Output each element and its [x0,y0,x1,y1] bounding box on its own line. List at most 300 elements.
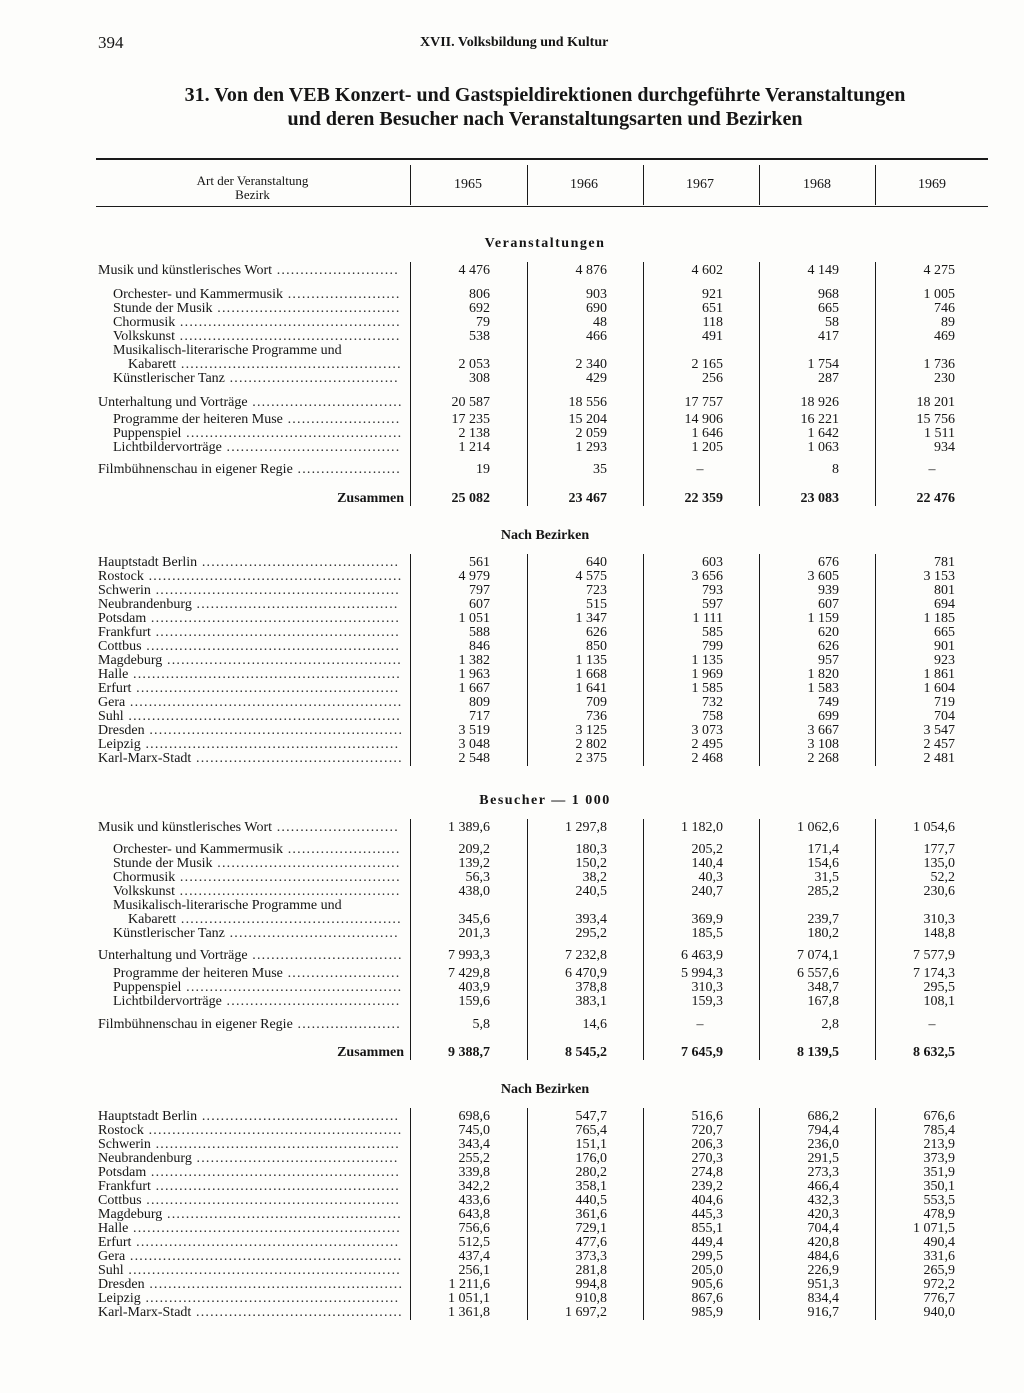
table-cell: 22 476 [916,491,955,506]
table-cell: 404,6 [691,1193,723,1208]
table-title-line-2: und deren Besucher nach Veranstaltungsarten und Bezirken [287,108,803,130]
row-label-text: Potsdam [98,1165,147,1180]
table-cell: 793 [702,583,723,598]
leader-dots: .......................... [272,820,399,835]
row-label-text: Volkskunst [113,329,175,344]
table-cell: 342,2 [458,1179,490,1194]
table-cell: 643,8 [458,1207,490,1222]
leader-dots: ...................................................... [140,1291,400,1306]
table-cell: 139,2 [458,856,490,871]
table-cell: 3 073 [691,723,723,738]
header-column-separator [759,165,760,205]
table-cell: 350,1 [923,1179,955,1194]
table-cell: 512,5 [458,1235,490,1250]
table-cell: 651 [702,301,723,316]
table-cell: 2 468 [691,751,723,766]
leader-dots: .......................................................... [123,1263,401,1278]
table-cell: 1 182,0 [681,820,723,835]
leader-dots: ........................ [282,412,401,427]
table-cell: 369,9 [691,912,723,927]
row-label-text: Cottbus [98,639,142,654]
table-cell: 846 [469,639,490,654]
table-cell: 994,8 [575,1277,607,1292]
table-cell: 934 [934,440,955,455]
row-label [113,427,402,441]
row-label [113,885,401,899]
table-cell: 547,7 [575,1109,607,1124]
table-cell: 1 511 [924,426,955,441]
table-cell: 756,6 [458,1221,490,1236]
table-cell: 717 [469,709,490,724]
row-label-text: Erfurt [98,1235,132,1250]
row-label-text: Frankfurt [98,1179,151,1194]
table-cell: 1 585 [691,681,723,696]
table-cell: 4 476 [458,263,490,278]
row-label-text: Filmbühnenschau in eigener Regie [98,1017,293,1032]
table-cell: 3 656 [691,569,723,584]
table-cell: 287 [818,371,839,386]
row-label [98,584,400,598]
leader-dots: ....................................... [212,856,401,871]
leader-dots: ............................................ [191,1305,403,1320]
row-label [98,1264,401,1278]
row-label-text: Schwerin [98,583,151,598]
leader-dots: ............................................... [174,884,401,899]
table-cell: 901 [934,639,955,654]
leader-dots: .............................................. [181,980,403,995]
table-cell: 607 [818,597,839,612]
table-cell: 2 375 [575,751,607,766]
table-cell: 916,7 [807,1305,839,1320]
leader-dots: .................................................... [150,1137,400,1152]
leader-dots: ........................ [283,842,401,857]
table-cell: 561 [469,555,490,570]
table-cell: 785,4 [923,1123,955,1138]
row-label-text: Lichtbildervorträge [113,994,222,1009]
table-cell: 5 994,3 [681,966,723,981]
table-cell: 626 [586,625,607,640]
row-label [113,413,400,427]
leader-dots: ...................................................... [143,569,403,584]
table-cell: 491 [702,329,723,344]
row-label-text: Hauptstadt Berlin [98,1109,198,1124]
table-cell: 213,9 [923,1137,955,1152]
table-cell: 56,3 [465,870,490,885]
table-cell: 1 135 [691,653,723,668]
stub-header-line-1: Art der Veranstaltung [196,173,309,188]
table-cell: 236,0 [807,1137,839,1152]
table-cell: 469 [934,329,955,344]
section-heading: Veranstaltungen [484,236,606,251]
row-label [113,330,401,344]
table-cell: 749 [818,695,839,710]
year-header-1: 1966 [570,177,598,192]
header-column-separator [527,165,528,205]
table-cell: 3 519 [458,723,490,738]
table-cell: 1 293 [575,440,607,455]
table-cell: 226,9 [807,1263,839,1278]
leader-dots: ........................................................ [131,1235,400,1250]
table-cell: 429 [586,371,607,386]
table-cell: 799 [702,639,723,654]
row-label [98,752,403,766]
table-cell: 709 [586,695,607,710]
row-label [98,1194,400,1208]
table-cell: 1 861 [923,667,955,682]
table-cell: 273,3 [807,1165,839,1180]
table-cell: 1 583 [807,681,839,696]
table-cell: 746 [934,301,955,316]
table-cell: 951,3 [807,1277,839,1292]
table-cell: 256,1 [458,1263,490,1278]
row-label-text: Stunde der Musik [113,856,213,871]
table-cell: 2 340 [575,357,607,372]
row-label [98,1110,399,1124]
table-cell: 745,0 [458,1123,490,1138]
row-label-text: Halle [98,667,129,682]
table-cell: 177,7 [923,842,955,857]
table-cell: 903 [586,287,607,302]
table-cell: 339,8 [458,1165,490,1180]
table-cell: 361,6 [575,1207,607,1222]
table-cell: 620 [818,625,839,640]
leader-dots: ............................................... [176,357,402,372]
table-cell: 6 557,6 [797,966,839,981]
table-cell: 698,6 [458,1109,490,1124]
table-cell: 603 [702,555,723,570]
table-cell: 1 361,8 [448,1305,490,1320]
table-cell: 310,3 [923,912,955,927]
table-cell: 8 632,5 [913,1045,955,1060]
row-label [98,949,403,963]
row-label [98,738,399,752]
table-cell: 25 082 [451,491,490,506]
row-label-text: Kabarett [128,912,177,927]
leader-dots: .............................................. [181,426,403,441]
table-cell: 3 605 [807,569,839,584]
running-head: XVII. Volksbildung und Kultur [420,35,609,50]
table-cell: 1 211,6 [448,1277,490,1292]
section-heading: Besucher — 1 000 [479,793,611,808]
row-label [113,995,400,1009]
row-label-text: Volkskunst [113,884,175,899]
row-label [98,570,402,584]
table-cell: 4 979 [458,569,490,584]
table-cell: 180,3 [575,842,607,857]
row-label [337,1046,404,1060]
row-label-text: Rostock [98,569,144,584]
table-cell: 704,4 [807,1221,839,1236]
table-cell: 58 [825,315,839,330]
table-cell: 968 [818,287,839,302]
leader-dots: ...................................................... [140,737,400,752]
row-label-text: Neubrandenburg [98,597,192,612]
row-label [98,710,401,724]
row-label [113,372,399,386]
table-cell: 806 [469,287,490,302]
leader-dots: ..................................................... [146,611,401,626]
table-cell: 201,3 [458,926,490,941]
table-cell: 607 [469,597,490,612]
row-label [98,1152,399,1166]
table-cell: 209,2 [458,842,490,857]
table-cell: 445,3 [691,1207,723,1222]
row-label [113,316,401,330]
row-label-text: Künstlerischer Tanz [113,371,225,386]
table-cell: 7 174,3 [913,966,955,981]
table-cell: 1 820 [807,667,839,682]
row-label [128,913,402,927]
row-label-text: Chormusik [113,315,176,330]
table-cell: 1 963 [458,667,490,682]
leader-dots: ............................................ [191,751,403,766]
table-cell: 910,8 [575,1291,607,1306]
page-number: 394 [98,33,124,52]
leader-dots: ..................................... [221,994,401,1009]
table-cell: 15 756 [916,412,955,427]
row-label-text: Programme der heiteren Muse [113,966,283,981]
table-cell: 923 [934,653,955,668]
table-cell: 159,6 [458,994,490,1009]
leader-dots: ........................ [283,287,401,302]
table-cell: 8 139,5 [797,1045,839,1060]
table-cell: 23 467 [568,491,607,506]
table-cell: 1 063 [807,440,839,455]
table-cell: 240,5 [575,884,607,899]
row-label [337,492,404,506]
table-cell: 985,9 [691,1305,723,1320]
table-cell: 2 802 [575,737,607,752]
table-cell: 18 556 [568,395,607,410]
table-cell: 14 906 [684,412,723,427]
row-label [98,724,403,738]
row-label-text: Leipzig [98,1291,141,1306]
table-cell: 4 275 [923,263,955,278]
table-cell: 1 062,6 [797,820,839,835]
row-label [98,463,401,477]
table-cell: 3 153 [923,569,955,584]
row-label-text: Gera [98,1249,126,1264]
row-label [113,843,401,857]
table-cell: 665 [818,301,839,316]
table-cell: 940,0 [923,1305,955,1320]
row-label [98,1018,401,1032]
header-top-rule [96,158,988,160]
leader-dots: .................................................... [150,625,400,640]
row-label-text: Suhl [98,709,124,724]
table-cell: 8 545,2 [565,1045,607,1060]
table-cell: 797 [469,583,490,598]
row-label [98,626,400,640]
table-cell: 1 159 [807,611,839,626]
table-cell: 758 [702,709,723,724]
table-cell: 345,6 [458,912,490,927]
row-label-text: Karl-Marx-Stadt [98,1305,192,1320]
table-cell: 150,2 [575,856,607,871]
table-cell: 723 [586,583,607,598]
table-cell: 351,9 [923,1165,955,1180]
row-label [98,264,399,278]
row-label [98,682,399,696]
table-cell: 484,6 [807,1249,839,1264]
table-cell: 403,9 [458,980,490,995]
table-cell: 171,4 [807,842,839,857]
table-cell: 270,3 [691,1151,723,1166]
table-cell: 692 [469,301,490,316]
table-cell: 1 135 [575,653,607,668]
table-cell: 2 053 [458,357,490,372]
table-cell: 420,3 [807,1207,839,1222]
table-cell: 1 347 [575,611,607,626]
table-cell: 704 [934,709,955,724]
leader-dots: ........................................................ [131,681,400,696]
table-cell: 348,7 [807,980,839,995]
table-cell: 690 [586,301,607,316]
table-cell: 383,1 [575,994,607,1009]
row-label [98,1138,400,1152]
header-column-separator [643,165,644,205]
table-cell: 373,3 [575,1249,607,1264]
table-cell: 597 [702,597,723,612]
table-cell: 1 054,6 [913,820,955,835]
row-label [128,358,402,372]
table-cell: 240,7 [691,884,723,899]
year-header-2: 1967 [686,177,714,192]
row-label [98,556,399,570]
row-label-text: Schwerin [98,1137,151,1152]
row-label [98,640,400,654]
leader-dots: .................................... [224,371,399,386]
table-cell: 7 074,1 [797,948,839,963]
leader-dots: .................................................. [162,1207,402,1222]
table-cell: 255,2 [458,1151,490,1166]
header-bottom-rule [96,206,988,207]
row-label [98,654,402,668]
row-label-text: Orchester- und Kammermusik [113,842,284,857]
table-cell: 4 575 [575,569,607,584]
row-label-text: Dresden [98,723,145,738]
table-cell: 490,4 [923,1235,955,1250]
table-cell: 135,0 [923,856,955,871]
table-cell: 16 221 [800,412,839,427]
leader-dots: ........................................... [191,1151,399,1166]
table-cell: 477,6 [575,1235,607,1250]
leader-dots: ........................ [282,966,401,981]
table-cell: 1 389,6 [448,820,490,835]
table-cell: 378,8 [575,980,607,995]
table-cell: 205,0 [691,1263,723,1278]
table-cell: 18 926 [800,395,839,410]
leader-dots: ...................................................... [144,723,404,738]
table-cell: 239,7 [807,912,839,927]
table-cell: 1 005 [923,287,955,302]
table-cell: 5,8 [472,1017,490,1032]
row-label [98,612,400,626]
table-cell: 809 [469,695,490,710]
row-label-text: Potsdam [98,611,147,626]
table-cell: 2 495 [691,737,723,752]
leader-dots: ......................................................... [128,667,401,682]
table-cell: 3 667 [807,723,839,738]
table-cell: 22 359 [684,491,723,506]
table-cell: 1 668 [575,667,607,682]
row-label [98,1236,399,1250]
table-cell: 1 667 [458,681,490,696]
leader-dots: .................................................... [150,583,400,598]
row-label [113,967,400,981]
table-cell: 40,3 [698,870,723,885]
row-label [113,857,401,871]
table-cell: – [928,1017,936,1032]
header-column-separator [410,165,411,205]
header-column-separator [875,165,876,205]
leader-dots: ...................................................... [141,1193,401,1208]
year-header-3: 1968 [803,177,831,192]
table-cell: 299,5 [691,1249,723,1264]
row-label-text: Leipzig [98,737,141,752]
table-cell: 295,5 [923,980,955,995]
table-cell: 295,2 [575,926,607,941]
table-cell: 256 [702,371,723,386]
row-label-text: Kabarett [128,357,177,372]
table-cell: 176,0 [575,1151,607,1166]
leader-dots: .................................................. [162,653,402,668]
table-cell: 185,5 [691,926,723,941]
leader-dots: ..................................................... [146,1165,401,1180]
table-cell: 20 587 [451,395,490,410]
table-cell: 8 [832,462,839,477]
table-cell: 118 [702,315,723,330]
row-label-text: Hauptstadt Berlin [98,555,198,570]
table-cell: 665 [934,625,955,640]
table-cell: 19 [476,462,490,477]
table-cell: 433,6 [458,1193,490,1208]
row-label-text: Zusammen [337,491,404,506]
table-cell: 417 [818,329,839,344]
table-cell: 9 388,7 [448,1045,490,1060]
table-cell: 1 051,1 [448,1291,490,1306]
row-label-text: Chormusik [113,870,176,885]
row-label [98,1124,402,1138]
row-label [113,288,401,302]
row-label [98,1208,402,1222]
row-label-text: Gera [98,695,126,710]
row-label [98,1306,403,1320]
row-label-text: Suhl [98,1263,124,1278]
row-label [113,871,401,885]
table-cell: 516,6 [691,1109,723,1124]
leader-dots: ......................................................... [128,1221,401,1236]
table-cell: 38,2 [582,870,607,885]
table-cell: 694 [934,597,955,612]
year-header-0: 1965 [454,177,482,192]
table-cell: 676,6 [923,1109,955,1124]
table-cell: 274,8 [691,1165,723,1180]
table-cell: 358,1 [575,1179,607,1194]
row-label-text: Halle [98,1221,129,1236]
leader-dots: ............................................... [175,870,401,885]
table-cell: 850 [586,639,607,654]
row-label-text: Erfurt [98,681,132,696]
row-label [98,821,399,835]
table-cell: 939 [818,583,839,598]
row-label [98,668,401,682]
table-cell: 291,5 [807,1151,839,1166]
row-label [98,1222,401,1236]
leader-dots: .......................................................... [125,1249,403,1264]
table-cell: 1 697,2 [565,1305,607,1320]
row-label-text: Magdeburg [98,653,163,668]
